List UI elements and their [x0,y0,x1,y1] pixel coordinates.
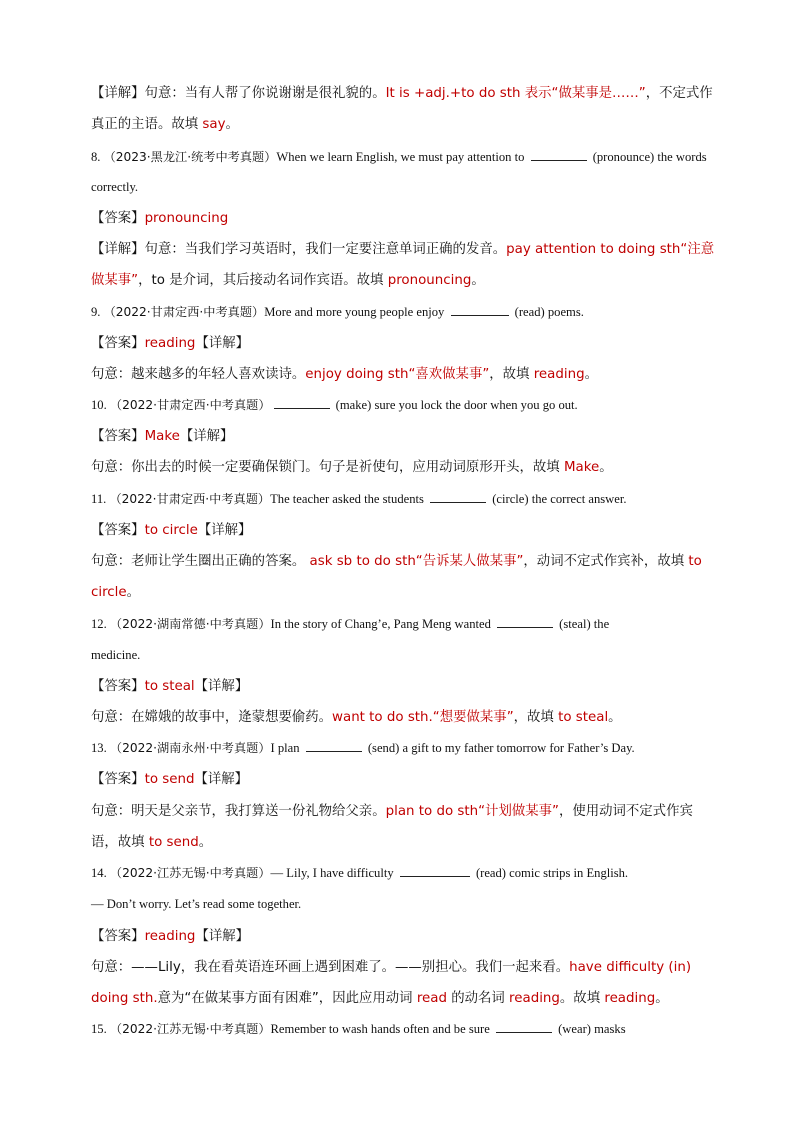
text-line [91,82,713,104]
answer-text: pay attention to doing sth“注意 [506,242,715,257]
text-line [91,146,707,167]
answer-text: doing sth. [91,991,158,1006]
text-segment: More and more young people enjoy [264,305,448,319]
text-segment: 句意：你出去的时候一定要确保锁门。句子是祈使句，应用动词原形开头，故填 [91,460,564,475]
text-segment: 【答案】 [91,211,145,226]
text-segment: 15. [91,1022,110,1036]
text-line [91,893,301,914]
text-line [91,644,140,665]
text-segment: 。 [655,991,669,1006]
text-line [91,456,613,478]
text-segment: 【答案】 [91,772,145,787]
answer-text: pronouncing [387,273,472,288]
answer-text: say [202,117,226,132]
question-source: （2022·湖南常德·中考真题） [109,617,271,631]
text-segment: 【答案】 [91,523,145,538]
text-segment: The teacher asked the students [270,492,428,506]
text-segment: (read) poems. [511,305,584,319]
text-segment: — Lily, I have difficulty [270,866,397,880]
question-source: （2022·湖南永州·中考真题） [109,741,271,755]
text-line [91,831,212,853]
answer-blank [497,615,553,628]
text-segment: 的动名词 [446,991,510,1006]
text-segment: 。 [126,585,141,600]
text-segment: 11. [91,492,110,506]
text-segment: ，故填 [513,710,559,725]
text-line [91,862,628,883]
answer-text: reading [144,336,196,351]
answer-text: read [416,991,447,1006]
text-segment: 【详解】 [197,523,252,538]
answer-blank [430,490,486,503]
text-segment: 【详解】 [194,679,249,694]
text-segment: 12. [91,617,110,631]
text-segment: ，使用动词不定式作宾 [558,804,693,819]
text-segment: correctly. [91,180,139,194]
answer-text: to send [144,772,195,787]
text-segment: ，to 是介词，其后接动名词作宾语。故填 [138,273,388,288]
answer-blank [531,148,587,161]
text-line [91,550,702,572]
text-segment: 13. [91,741,110,755]
text-segment: When we learn English, we must pay attention to [276,150,528,164]
text-segment: 【详解】 [195,929,249,944]
text-segment: 句意：越来越多的年轻人喜欢读诗。 [91,367,306,382]
answer-blank [400,864,470,877]
question-source: （2022·甘肃定西·中考真题） [103,305,265,319]
text-line [91,176,138,197]
answer-text: ask sb to do sth“告诉某人做某事” [309,554,524,569]
text-line [91,737,635,758]
answer-text: plan to do sth“计划做某事” [385,804,559,819]
text-line [91,363,598,385]
answer-text: to steal [144,679,195,694]
text-segment: 真正的主语。故填 [91,117,203,132]
text-segment: 10. [91,398,110,412]
answer-text: reading [533,367,585,382]
answer-text: to send [148,835,199,850]
answer-blank [274,396,330,409]
text-line [91,519,251,541]
text-segment: (read) comic strips in English. [472,866,629,880]
text-segment: ，故填 [489,367,534,382]
text-line [91,675,248,697]
text-line [91,956,691,978]
text-segment: (send) a gift to my father tomorrow for Father’s Day. [364,741,635,755]
answer-text: pronouncing [144,211,229,226]
answer-blank [451,303,509,316]
text-segment: I plan [270,741,303,755]
text-line [91,113,239,135]
answer-text: Make [563,460,600,475]
text-segment: — Don’t worry. Let’s read some together. [91,897,302,911]
text-segment: 句意：老师让学生圈出正确的答案。 [91,554,310,569]
answer-text: reading [509,991,560,1006]
answer-text: to steal [558,710,609,725]
text-segment: Remember to wash hands often and be sure [270,1022,493,1036]
text-segment: (pronounce) the words [589,150,707,164]
text-segment: 【详解】 [179,429,234,444]
answer-blank [496,1020,552,1033]
answer-text: to [688,554,702,569]
text-segment: medicine. [91,648,141,662]
text-segment: 【答案】 [91,336,145,351]
question-source: （2022·甘肃定西·中考真题） [109,398,271,412]
text-segment: 。 [225,117,239,132]
text-segment: 。 [198,835,213,850]
text-line [91,613,609,634]
question-source: （2022·甘肃定西·中考真题） [109,492,271,506]
text-line [91,925,249,947]
text-segment: 。 [599,460,613,475]
answer-text: want to do sth.“想要做某事” [332,710,514,725]
answer-text: It is +adj.+to do sth 表示“做某事是……” [385,86,646,101]
text-segment: 。 [608,710,622,725]
text-segment: 【答案】 [91,429,145,444]
text-line [91,207,228,229]
text-segment: 【详解】句意：当有人帮了你说谢谢是很礼貌的。 [91,86,386,101]
text-segment: 【详解】 [195,336,249,351]
question-source: （2023·黑龙江·统考中考真题） [103,150,277,164]
answer-text: circle [91,585,127,600]
answer-text: enjoy doing sth“喜欢做某事” [305,367,490,382]
text-segment: 【详解】句意：当我们学习英语时，我们一定要注意单词正确的发音。 [91,242,507,257]
text-segment: 14. [91,866,110,880]
text-line [91,488,627,509]
answer-text: to circle [144,523,198,538]
text-line [91,768,248,790]
answer-text: 做某事” [91,273,139,288]
text-segment: 【答案】 [91,679,145,694]
text-segment: 【详解】 [194,772,249,787]
text-segment: 。 [471,273,485,288]
text-line [91,394,578,415]
question-source: （2022·江苏无锡·中考真题） [109,866,271,880]
text-segment: 【答案】 [91,929,145,944]
text-line [91,425,233,447]
answer-blank [306,739,362,752]
text-segment: In the story of Chang’e, Pang Meng wanted [270,617,495,631]
text-segment: (wear) masks [554,1022,626,1036]
text-segment: 句意：——Lily，我在看英语连环画上遇到困难了。——别担心。我们一起来看。 [91,960,570,975]
text-line [91,238,714,260]
text-segment: 语，故填 [91,835,149,850]
answer-text: reading [604,991,656,1006]
answer-text: Make [144,429,180,444]
text-line [91,269,485,291]
text-line [91,987,669,1009]
text-segment: 句意：明天是父亲节，我打算送一份礼物给父亲。 [91,804,386,819]
text-segment: (steal) the [556,617,610,631]
text-segment: ，不定式作 [645,86,713,101]
text-line [91,1018,626,1039]
text-segment: ，动词不定式作宾补，故填 [523,554,689,569]
text-segment: (make) sure you lock the door when you go out. [332,398,578,412]
text-segment: 。 [584,367,598,382]
text-segment: 意为“在做某事方面有困难”，因此应用动词 [157,991,417,1006]
text-line [91,301,584,322]
text-segment: 9. [91,305,104,319]
answer-text: reading [144,929,196,944]
text-line [91,581,140,603]
text-line [91,800,693,822]
text-line [91,706,622,728]
text-segment: 8. [91,150,104,164]
answer-text: have difficulty (in) [569,960,692,975]
text-segment: (circle) the correct answer. [489,492,627,506]
question-source: （2022·江苏无锡·中考真题） [109,1022,271,1036]
text-line [91,332,249,354]
text-segment: 。故填 [559,991,605,1006]
text-segment: 句意：在嫦娥的故事中，逄蒙想要偷药。 [91,710,333,725]
